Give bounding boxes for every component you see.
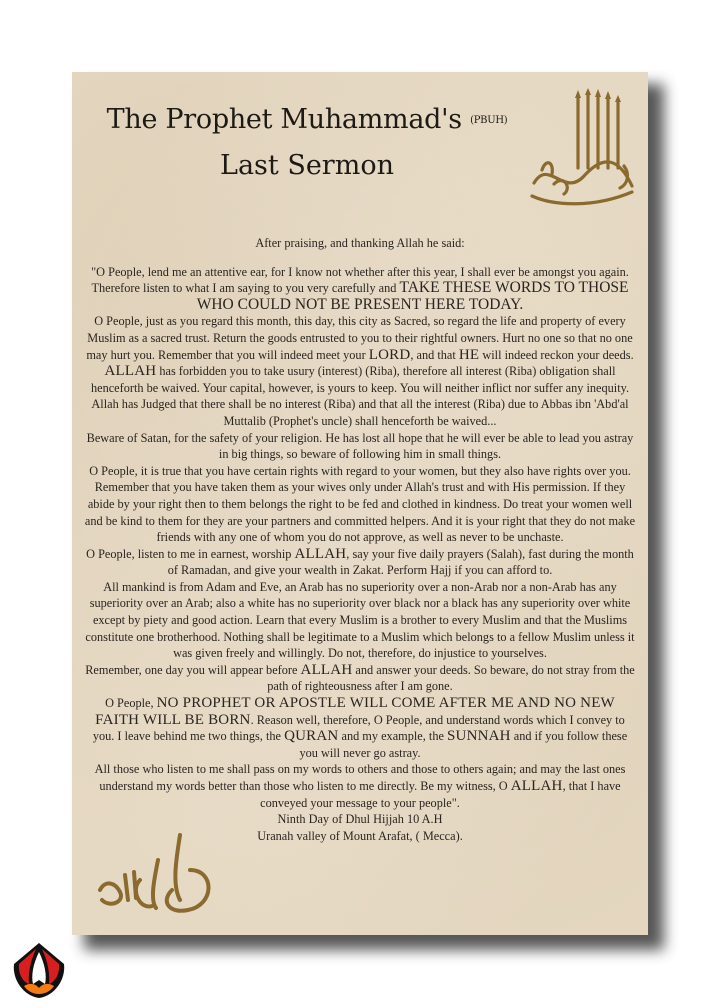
paragraph-text: , that I have conveyed your message to your people". <box>260 779 621 810</box>
paragraph-text: and answer your deeds. So beware, do not stray from the path of righteousness after I am gone. <box>267 662 635 694</box>
emphasis-text: ALLAH <box>510 778 563 794</box>
emphasis-text: LORD <box>368 346 411 363</box>
sermon-poster <box>72 72 648 935</box>
poster-title-line1 <box>72 104 542 135</box>
sermon-paragraph <box>84 546 636 579</box>
sermon-paragraph: All mankind is from Adam and Eve, an Arab has no superiority over a non-Arab nor a non-Arab has any superiority over an Arab; also a white has no superiority over black nor a black has any superiority over white except by piety and good action. Learn that every Muslim is a brother to every Muslim and that the Muslims constitute one brotherhood. Nothing shall be legitimate to a Muslim which belongs to a fellow Muslim unless it was given freely and willingly. Do not, therefore, do injustice to yourselves. <box>85 579 635 661</box>
sermon-paragraph <box>84 313 636 429</box>
emphasis-text: ALLAH <box>104 363 157 380</box>
emphasis-text: QURAN <box>284 728 339 745</box>
muhammad-rasulullah-calligraphy-icon <box>80 830 220 920</box>
sermon-paragraph <box>84 264 636 314</box>
sermon-paragraph <box>84 662 636 695</box>
paragraph-text: has forbidden you to take usury (interest) (Riba), therefore all interest (Riba) obligation shall henceforth be waived. Your capital, however, is yours to keep. You will neither inflict nor suffer any inequity. Allah has Judged that there shall be no interest (Riba) and that all the interest (Riba) due to Abbas ibn 'Abd'al Muttalib (Prophet's uncle) shall henceforth be waived... <box>90 364 630 428</box>
paragraph-text: O People, listen to me in earnest, worship <box>86 546 295 561</box>
paragraph-text: and if you follow these you will never go astray. <box>299 729 628 760</box>
sermon-paragraph <box>84 695 636 761</box>
brand-logo-icon <box>10 940 68 1002</box>
paragraph-text: , and that <box>410 347 459 362</box>
emphasis-text: ALLAH <box>300 661 353 678</box>
paragraph-text: All those who listen to me shall pass on my words to others and those to others again; and may the last ones understand my words better than those who listen to me directly. Be my witness, O <box>94 762 626 793</box>
paragraph-text: Remember, one day you will appear before <box>85 662 301 677</box>
paragraph-text: O People, just as you regard this month, this day, this city as Sacred, so regard the life and property of every Muslim as a sacred trust. Return the goods entrusted to you to their rightful owners. Hurt no one so that no one may hurt you. Remember that you will indeed meet your <box>86 314 633 362</box>
emphasis-text: NO PROPHET OR APOSTLE WILL COME AFTER ME AND NO NEW FAITH WILL BE BORN <box>95 695 615 728</box>
paragraph-text: and my example, the <box>338 729 447 744</box>
sermon-text <box>84 235 636 844</box>
paragraph-text: will indeed reckon your deeds. <box>479 347 634 362</box>
poster-title-line2: Last Sermon <box>220 150 394 181</box>
paragraph-text: "O People, lend me an attentive ear, for I know not whether after this year, I shall ever be amongst you again. Therefore listen to what I am saying to you very carefully and <box>91 264 629 296</box>
paragraph-text: . Reason well, therefore, O People, and understand words which I convey to you. I leave behind me two things, the <box>92 712 625 744</box>
bismillah-calligraphy-icon <box>524 88 639 208</box>
sermon-paragraph: O People, it is true that you have certain rights with regard to your women, but they also have rights over you. Remember that you have taken them as your wives only under Allah's trust and with His permission. If they abide by your right then to them belongs the right to be fed and clothed in kindness. Do treat your women well and be kind to them for they are your partners and committed helpers. And it is your right that they do not make friends with any one of whom you do not approve, as well as never to be unchaste. <box>84 463 636 545</box>
title-text: The Prophet Muhammad's <box>106 104 462 135</box>
date-line: Ninth Day of Dhul Hijjah 10 A.H <box>277 812 443 827</box>
sermon-paragraph <box>84 761 636 811</box>
emphasis-text: SUNNAH <box>447 728 511 745</box>
paragraph-text: , say your five daily prayers (Salah), fast during the month of Ramadan, and give your wealth in Zakat. Perform Hajj if you can afford to. <box>167 546 634 578</box>
emphasis-text: HE <box>458 346 480 363</box>
paragraph-text: O People, <box>105 696 157 711</box>
emphasis-text: ALLAH <box>294 545 347 562</box>
sermon-paragraph: Beware of Satan, for the safety of your religion. He has lost all hope that he will ever be able to lead you astray in big things, so beware of following him in small things. <box>86 430 634 462</box>
place-line: Uranah valley of Mount Arafat, ( Mecca). <box>257 828 463 843</box>
intro-line: After praising, and thanking Allah he said: <box>255 236 465 250</box>
pbuh-label: (PBUH) <box>470 115 508 126</box>
emphasis-text: TAKE THESE WORDS TO THOSE WHO COULD NOT BE PRESENT HERE TODAY. <box>196 279 629 313</box>
